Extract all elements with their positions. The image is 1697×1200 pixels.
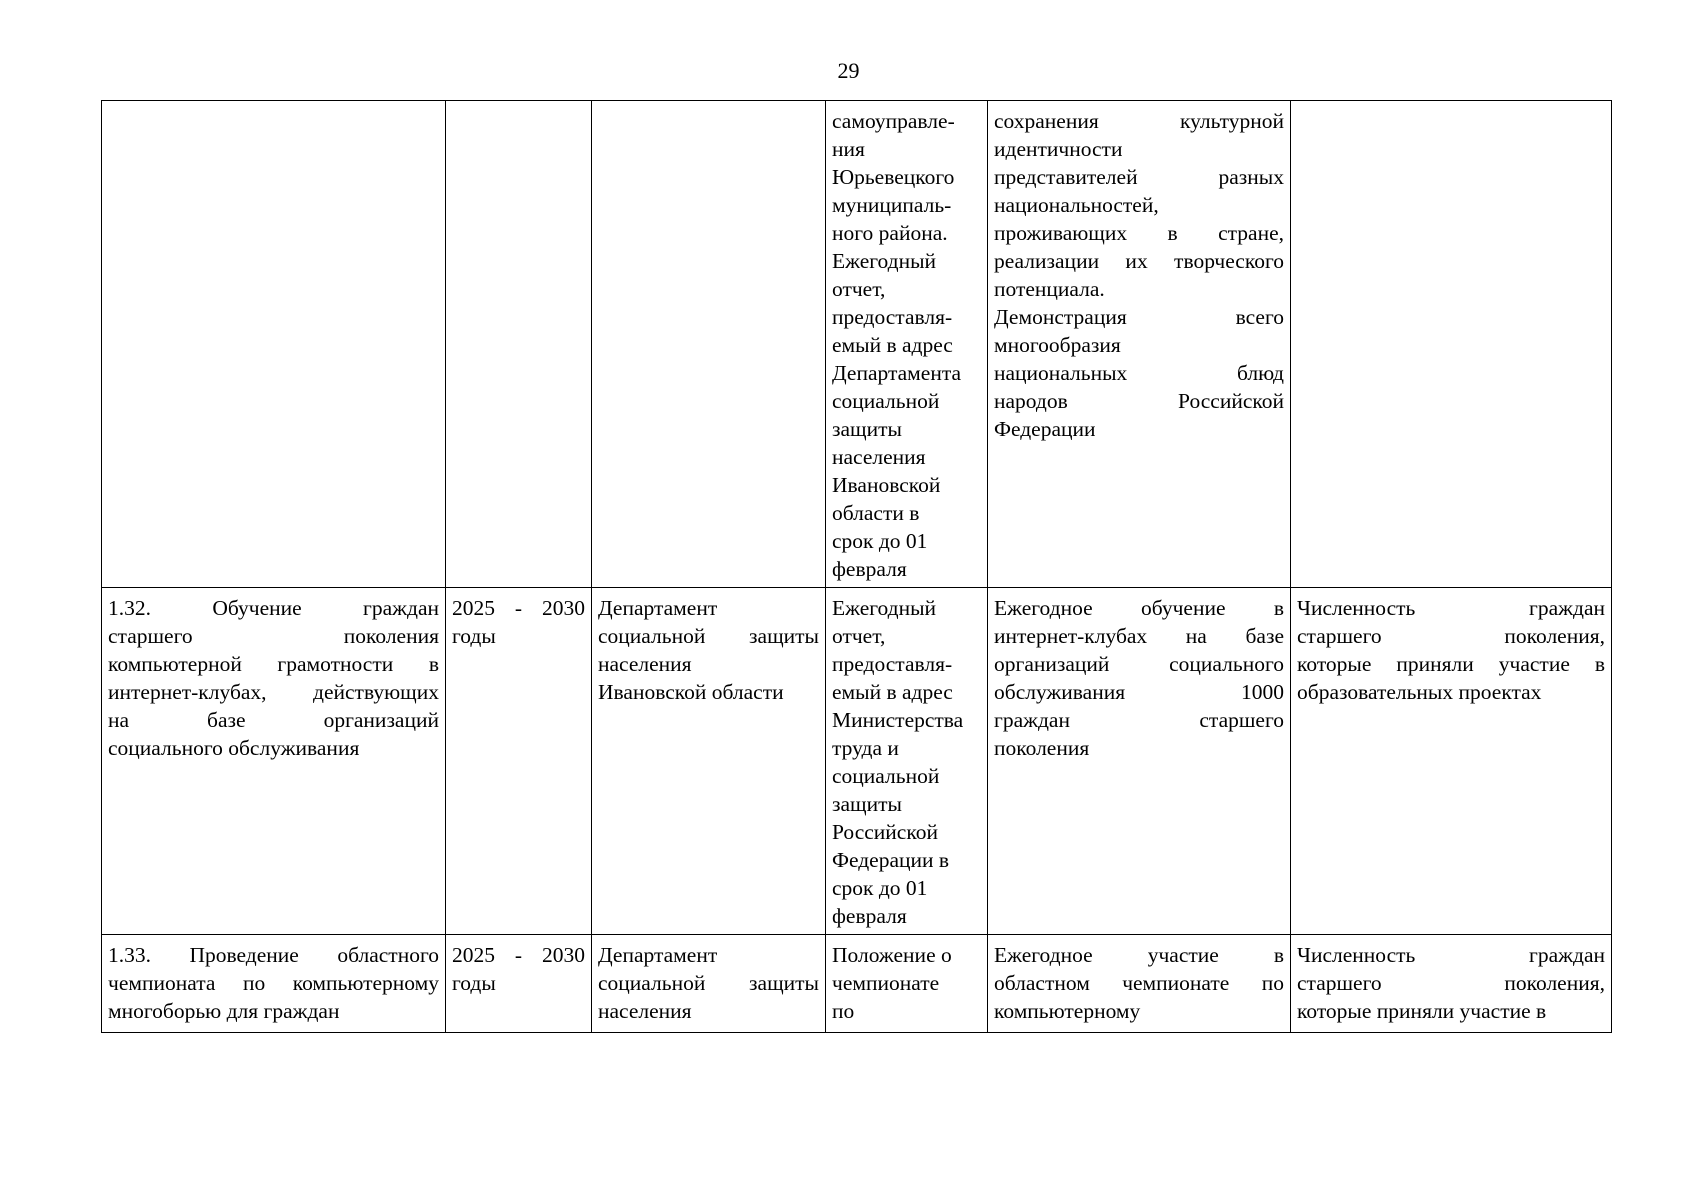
cell-text-line: на базе организаций bbox=[108, 708, 439, 732]
cell-text-line: социальной bbox=[832, 764, 940, 788]
cell-text-line: емый в адрес bbox=[832, 680, 953, 704]
cell-text-line: Ежегодный bbox=[832, 249, 937, 273]
cell-text-line: Численность граждан bbox=[1297, 596, 1605, 620]
cell-text-line: Ежегодный bbox=[832, 596, 937, 620]
cell-text-line: старшего поколения, bbox=[1297, 971, 1605, 995]
cell-event bbox=[102, 935, 446, 1033]
cell-result bbox=[988, 101, 1291, 588]
cell-indicator bbox=[1291, 588, 1612, 935]
cell-text-line: Численность граждан bbox=[1297, 943, 1605, 967]
cell-text-line: предоставля- bbox=[832, 305, 953, 329]
cell-text-line: граждан старшего bbox=[994, 708, 1284, 732]
cell-text-line: предоставля- bbox=[832, 652, 953, 676]
cell-text-line: Департамента bbox=[832, 361, 962, 385]
cell-event bbox=[102, 588, 446, 935]
cell-result bbox=[988, 588, 1291, 935]
cell-text-line: потенциала. bbox=[994, 277, 1105, 301]
cell-text-line: защиты bbox=[832, 417, 902, 441]
cell-text-line: областном чемпионате по bbox=[994, 971, 1284, 995]
cell-text-line: Федерации bbox=[994, 417, 1096, 441]
cell-text-line: чемпионате bbox=[832, 971, 940, 995]
cell-text-line: емый в адрес bbox=[832, 333, 953, 357]
cell-text-line: февраля bbox=[832, 904, 907, 928]
cell-control bbox=[826, 101, 988, 588]
cell-text-line: годы bbox=[452, 624, 496, 648]
cell-text-line: реализации их творческого bbox=[994, 249, 1284, 273]
cell-text-line: Положение о bbox=[832, 943, 952, 967]
cell-term bbox=[446, 588, 592, 935]
cell-text-line: компьютерной грамотности в bbox=[108, 652, 439, 676]
cell-text-line: многообразия bbox=[994, 333, 1121, 357]
table-row bbox=[102, 935, 1612, 1033]
cell-text-line: национальностей, bbox=[994, 193, 1159, 217]
cell-text-line: Федерации в bbox=[832, 848, 950, 872]
cell-text-line: социальной bbox=[832, 389, 940, 413]
cell-text-line: социального обслуживания bbox=[108, 736, 360, 760]
measures-table bbox=[101, 100, 1612, 1033]
table-row bbox=[102, 101, 1612, 588]
cell-executor bbox=[592, 935, 826, 1033]
cell-text-line: муниципаль- bbox=[832, 193, 952, 217]
cell-text-line: населения bbox=[598, 999, 692, 1023]
cell-result bbox=[988, 935, 1291, 1033]
cell-text-line: Ивановской области bbox=[598, 680, 784, 704]
cell-executor bbox=[592, 101, 826, 588]
cell-text-line: годы bbox=[452, 971, 496, 995]
cell-text-line: национальных блюд bbox=[994, 361, 1284, 385]
cell-text-line: самоуправле- bbox=[832, 109, 955, 133]
cell-text-line: населения bbox=[832, 445, 926, 469]
cell-control bbox=[826, 588, 988, 935]
cell-control bbox=[826, 935, 988, 1033]
cell-text-line: ного района. bbox=[832, 221, 948, 245]
cell-text-line: многоборью для граждан bbox=[108, 999, 340, 1023]
cell-text-line: народов Российской bbox=[994, 389, 1284, 413]
table-row bbox=[102, 588, 1612, 935]
cell-text-line: 1.33. Проведение областного bbox=[108, 943, 439, 967]
cell-text-line: февраля bbox=[832, 557, 907, 581]
cell-text-line: Юрьевецкого bbox=[832, 165, 955, 189]
cell-executor bbox=[592, 588, 826, 935]
cell-indicator bbox=[1291, 101, 1612, 588]
cell-text-line: чемпионата по компьютерному bbox=[108, 971, 439, 995]
cell-text-line: срок до 01 bbox=[832, 529, 928, 553]
cell-text-line: социальной защиты bbox=[598, 971, 819, 995]
cell-text-line: представителей разных bbox=[994, 165, 1284, 189]
cell-text-line: Департамент bbox=[598, 596, 718, 620]
cell-text-line: отчет, bbox=[832, 277, 886, 301]
cell-text-line: социальной защиты bbox=[598, 624, 819, 648]
cell-text-line: образовательных проектах bbox=[1297, 680, 1542, 704]
cell-text-line: которые приняли участие в bbox=[1297, 999, 1547, 1023]
cell-text-line: защиты bbox=[832, 792, 902, 816]
cell-text-line: старшего поколения bbox=[108, 624, 439, 648]
cell-text-line: обслуживания 1000 bbox=[994, 680, 1284, 704]
cell-text-line: проживающих в стране, bbox=[994, 221, 1284, 245]
cell-text-line: компьютерному bbox=[994, 999, 1141, 1023]
cell-text-line: сохранения культурной bbox=[994, 109, 1284, 133]
cell-text-line: труда и bbox=[832, 736, 899, 760]
cell-text-line: Департамент bbox=[598, 943, 718, 967]
cell-text-line: 1.32. Обучение граждан bbox=[108, 596, 439, 620]
cell-text-line: отчет, bbox=[832, 624, 886, 648]
cell-text-line: Российской bbox=[832, 820, 938, 844]
cell-term bbox=[446, 101, 592, 588]
cell-text-line: 2025 - 2030 bbox=[452, 596, 585, 620]
cell-text-line: организаций социального bbox=[994, 652, 1284, 676]
cell-text-line: области в bbox=[832, 501, 920, 525]
cell-text-line: интернет-клубах, действующих bbox=[108, 680, 439, 704]
cell-text-line: населения bbox=[598, 652, 692, 676]
cell-text-line: старшего поколения, bbox=[1297, 624, 1605, 648]
cell-text-line: срок до 01 bbox=[832, 876, 928, 900]
cell-text-line: которые приняли участие в bbox=[1297, 652, 1605, 676]
cell-event bbox=[102, 101, 446, 588]
cell-text-line: поколения bbox=[994, 736, 1090, 760]
cell-text-line: Министерства bbox=[832, 708, 964, 732]
page-number: 29 bbox=[837, 58, 860, 83]
cell-text-line: по bbox=[832, 999, 855, 1023]
cell-indicator bbox=[1291, 935, 1612, 1033]
cell-text-line: 2025 - 2030 bbox=[452, 943, 585, 967]
cell-text-line: Ивановской bbox=[832, 473, 941, 497]
cell-text-line: Демонстрация всего bbox=[994, 305, 1284, 329]
cell-text-line: Ежегодное обучение в bbox=[994, 596, 1284, 620]
cell-term bbox=[446, 935, 592, 1033]
cell-text-line: ния bbox=[832, 137, 865, 161]
cell-text-line: Ежегодное участие в bbox=[994, 943, 1284, 967]
cell-text-line: интернет-клубах на базе bbox=[994, 624, 1284, 648]
cell-text-line: идентичности bbox=[994, 137, 1123, 161]
